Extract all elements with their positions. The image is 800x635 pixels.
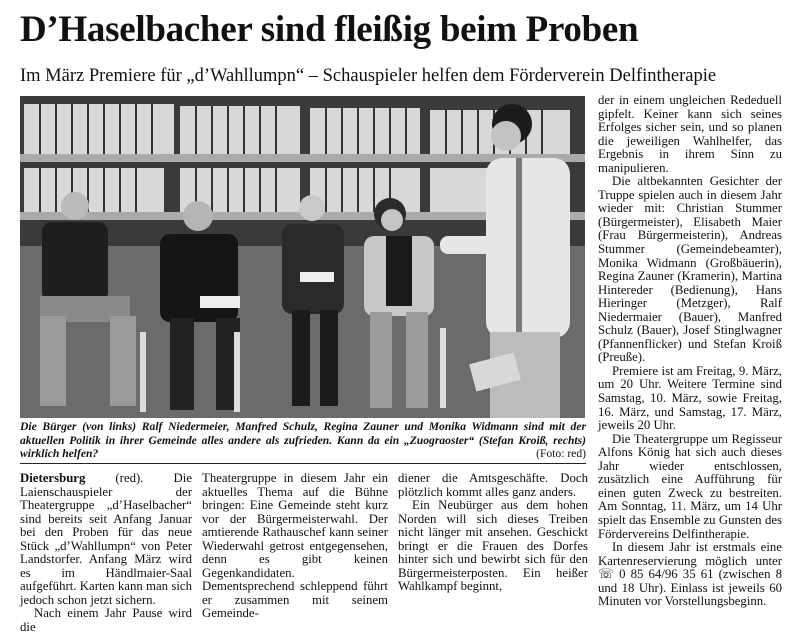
article-column-1	[20, 472, 192, 635]
article-paragraph: Die Theatergruppe um Regisseur Alfons König hat sich auch dieses Jahr wieder entschlossen, zusätzlich eine Aufführung für einen guten Zweck zu bestreiten. Am Sonntag, 11. März, um 14 Uhr spielt das Ensemble zu Gunsten des Fördervereins Delfintherapie.	[598, 431, 782, 541]
article-column-3	[398, 472, 588, 594]
article-paragraph: Ein Neubürger aus dem hohen Norden will sich dieses Treiben nicht länger mit ansehen. Geschickt bringt er die Frauen des Dorfes hinter sich und bewirbt sich für den Bürgermeisterposten. Ein heißer Wahlkampf beginnt,	[398, 498, 588, 594]
article-paragraph: Premiere ist am Freitag, 9. März, um 20 Uhr. Weitere Termine sind Samstag, 10. März, sowie Freitag, 16. März, und Samstag, 17. März, jeweils 20 Uhr.	[598, 363, 782, 433]
caption-text: Die Bürger (von links) Ralf Niedermeier, Manfred Schulz, Regina Zauner und Monika Widmann sind mit der aktuellen Politik in ihrer Gemeinde alles andere als zufrieden. Kann da ein „Zuograoster“ (Stefan Kroiß, rechts) wirklich helfen?	[20, 420, 586, 460]
subheadline: Im März Premiere für „d’Wahllumpn“ – Schauspieler helfen dem Förderverein Delfintherapie	[20, 66, 717, 86]
article-paragraph: Nach einem Jahr Pause wird die	[20, 606, 192, 635]
article-paragraph: diener die Amtsgeschäfte. Doch plötzlich kommt alles ganz anders.	[398, 471, 588, 499]
divider	[20, 463, 586, 464]
page-title: D’Haselbacher sind fleißig beim Proben	[20, 9, 639, 50]
photo-caption	[20, 420, 586, 461]
article-column-2	[202, 472, 388, 621]
photo-credit: (Foto: red)	[536, 447, 586, 460]
dateline: Dietersburg	[20, 471, 86, 485]
article-paragraph: In diesem Jahr ist erstmals eine Kartenreservierung möglich unter ☏ 0 85 64/96 35 61 (zwischen 8 und 18 Uhr). Einlass ist jeweils 60 Minuten vor Vorstellungsbeginn.	[598, 540, 782, 609]
article-paragraph: Die altbekannten Gesichter der Truppe spielen auch in diesem Jahr wieder mit: Christian Stummer (Bürgermeister), Elisabeth Maier (Frau Bürgermeisterin), Andreas Stummer (Gemeindebeamter), Monika Widmann (Großbäuerin), Regina Zauner (Kramerin), Martina Hintereder (Bedienung), Hans Hieringer (Metzger), Ralf Niedermaier (Bauer), Manfred Schulz (Bauer), Josef Stinglwagner (Pfannenflicker) und Stefan Kroiß (Preuße).	[598, 174, 782, 365]
article-paragraph: Dietersburg (red). Die Laienschauspieler der Theatergruppe „d’Haselbacher“ sind bereits seit Anfang Januar bei den Proben für das neue Stück „d’Wahllumpn“ von Peter Landstorfer. Anfang März wird es im Händlmaier-Saal aufgeführt. Karten kann man sich jedoch schon jetzt sichern.	[20, 471, 192, 607]
article-column-4	[598, 94, 782, 609]
article-paragraph: der in einem ungleichen Rededuell gipfelt. Keiner kann sich seines Erfolges sicher sein, und so planen die jeweiligen Wahlhelfer, das Ergebnis in ihrem Sinn zu manipulieren.	[598, 93, 782, 175]
article-paragraph: Theatergruppe in diesem Jahr ein aktuelles Thema auf die Bühne bringen: Eine Gemeinde steht kurz vor der Bürgermeisterwahl. Der amtierende Rathauschef kann seiner Wiederwahl getrost entgegensehen, denn es gibt keinen Gegenkandidaten. Dementsprechend schleppend führt er zusammen mit seinem Gemeinde-	[202, 471, 388, 621]
theater-rehearsal-photo	[20, 96, 585, 418]
